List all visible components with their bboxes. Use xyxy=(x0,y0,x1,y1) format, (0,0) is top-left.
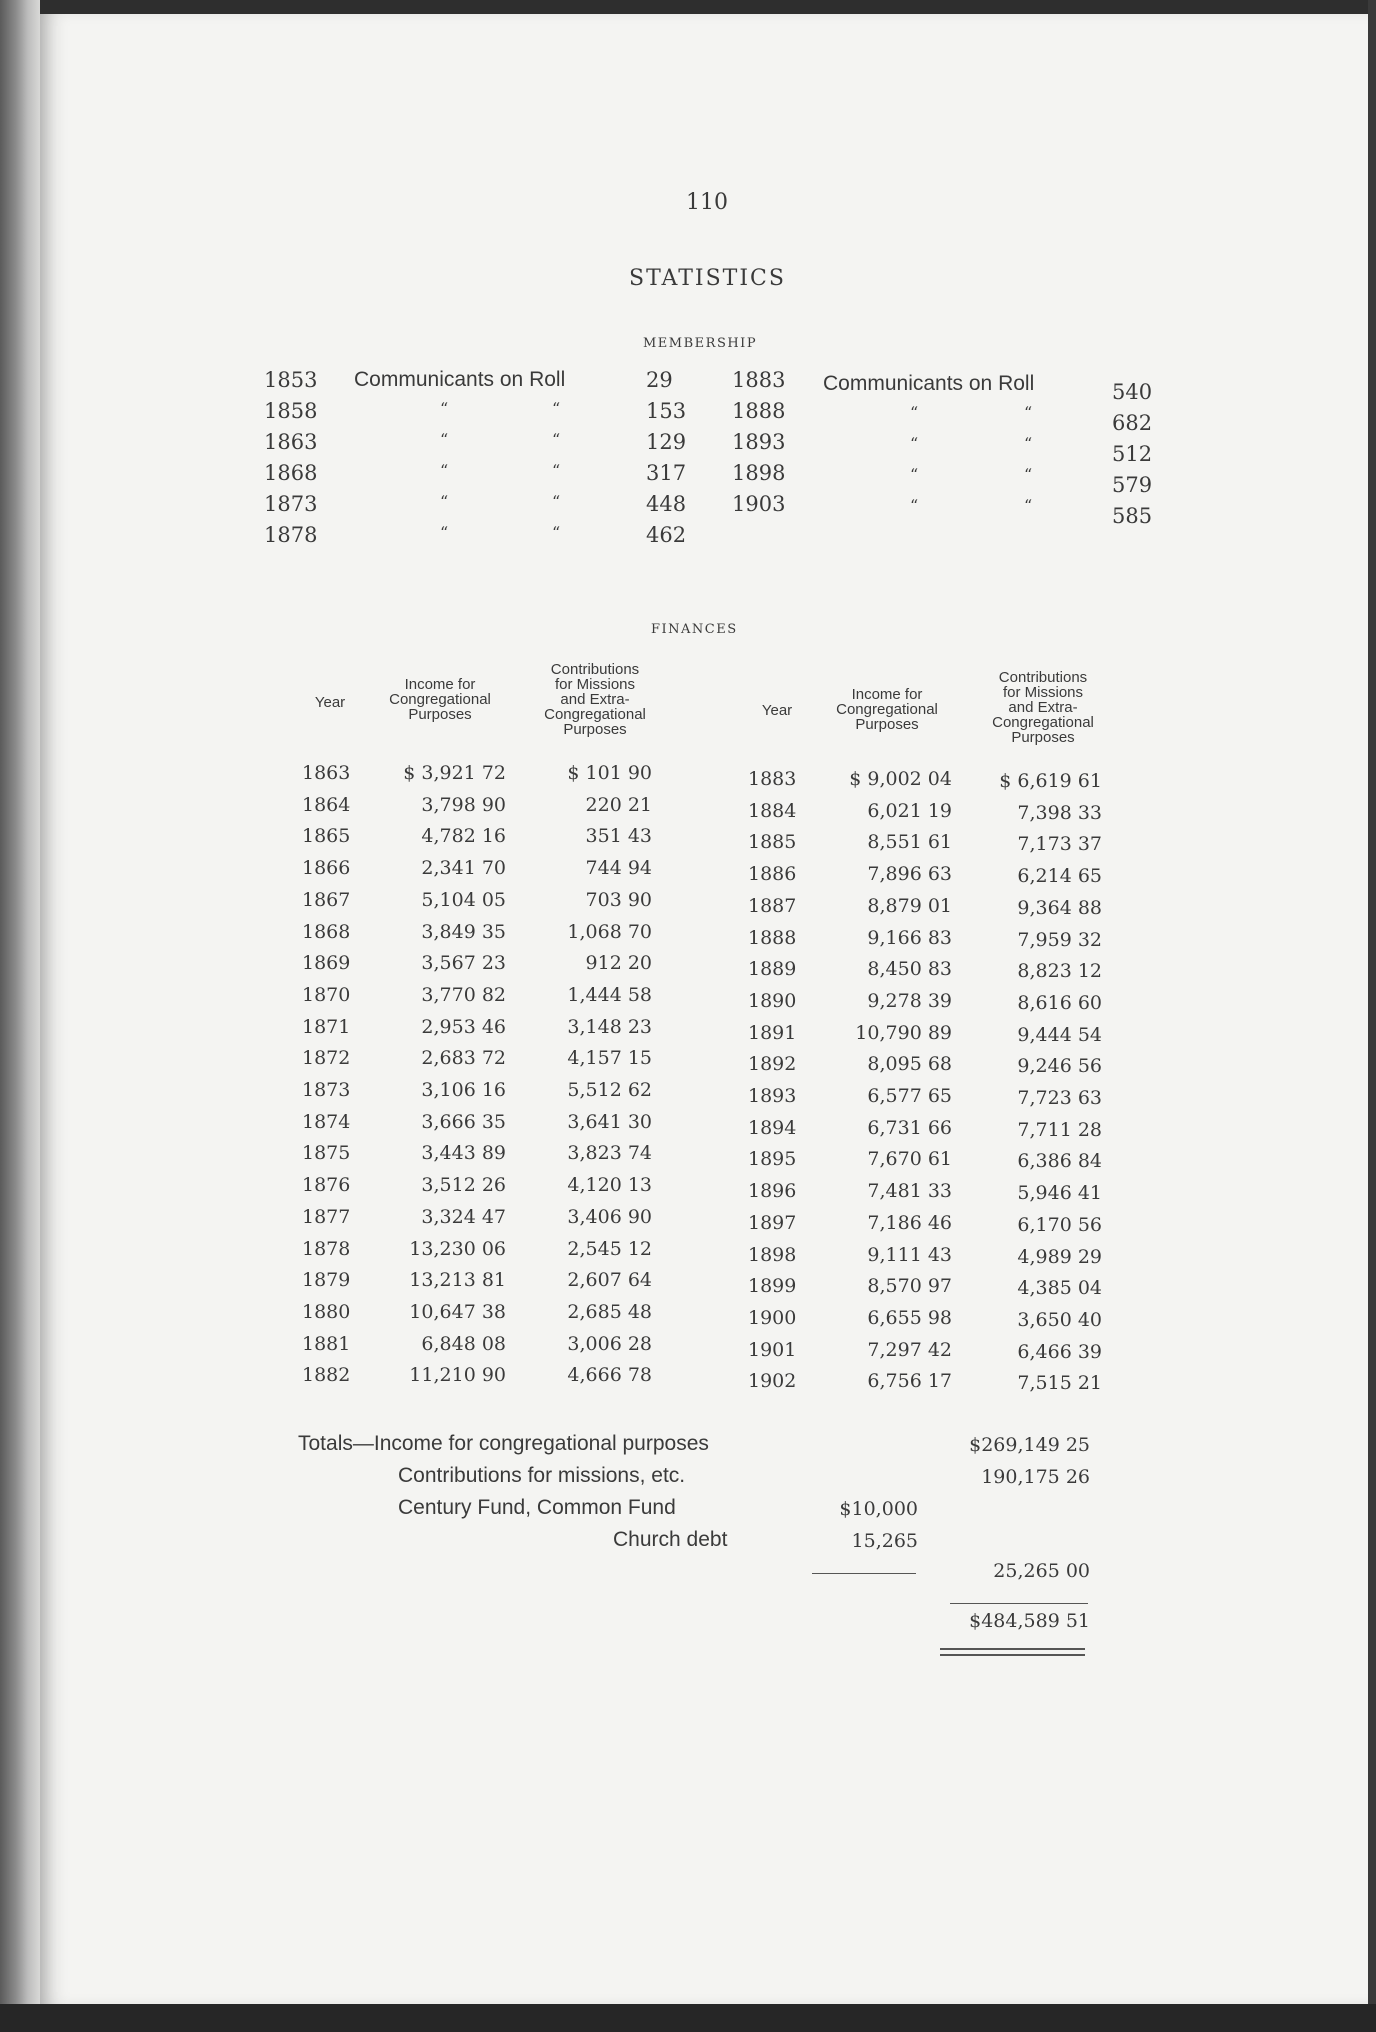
column-header-year: Year xyxy=(761,702,793,719)
ditto-mark: “ xyxy=(552,492,561,511)
finance-year: 1880 xyxy=(302,1300,351,1323)
membership-year: 1878 xyxy=(264,523,318,547)
finance-contrib: $ 6,619 61 xyxy=(999,770,1102,792)
finance-year: 1866 xyxy=(302,857,351,880)
finance-income: 3,512 26 xyxy=(421,1174,506,1197)
membership-count: 682 xyxy=(1112,411,1153,435)
finance-year: 1891 xyxy=(748,1021,797,1044)
finance-year: 1899 xyxy=(748,1275,797,1298)
finance-year: 1895 xyxy=(748,1148,797,1171)
finance-income: 3,798 90 xyxy=(421,793,506,816)
page-number: 110 xyxy=(686,190,728,215)
finance-contrib: 912 20 xyxy=(585,952,652,975)
finance-contrib: 1,068 70 xyxy=(567,920,652,943)
column-header-line: Income for xyxy=(851,686,923,703)
ditto-mark: “ xyxy=(440,399,449,418)
finance-contrib: 3,650 40 xyxy=(1017,1308,1102,1331)
finance-contrib: 7,711 28 xyxy=(1017,1118,1102,1141)
finance-year: 1869 xyxy=(302,952,351,975)
membership-count: 540 xyxy=(1112,380,1153,404)
finance-contrib: 2,607 64 xyxy=(567,1269,652,1292)
column-header-line: and Extra- xyxy=(560,691,630,708)
column-header-line: Contributions xyxy=(550,661,640,678)
ditto-mark: “ xyxy=(1024,496,1033,515)
column-header-line: Income for xyxy=(404,676,476,693)
column-header-line: Purposes xyxy=(408,706,472,723)
finance-year: 1874 xyxy=(302,1110,351,1133)
finance-contrib: 220 21 xyxy=(585,793,652,816)
ditto-mark: “ xyxy=(1024,434,1033,453)
finance-contrib: $ 101 90 xyxy=(567,762,652,784)
ditto-mark: “ xyxy=(440,461,449,480)
ditto-mark: “ xyxy=(552,399,561,418)
finance-income: 3,443 89 xyxy=(421,1142,506,1165)
column-header-line: Congregational xyxy=(992,714,1094,731)
finance-income: 7,297 42 xyxy=(867,1338,952,1361)
finance-contrib: 5,946 41 xyxy=(1017,1182,1102,1205)
finance-year: 1881 xyxy=(302,1332,351,1355)
finance-income: $ 9,002 04 xyxy=(849,768,952,790)
finance-contrib: 7,515 21 xyxy=(1017,1372,1102,1395)
finance-income: 2,683 72 xyxy=(421,1047,506,1070)
totals-contrib-label: Contributions for missions, etc. xyxy=(398,1464,686,1487)
finance-income: 6,756 17 xyxy=(867,1370,952,1393)
finance-contrib: 8,616 60 xyxy=(1017,991,1102,1014)
membership-year: 1853 xyxy=(264,368,318,392)
ditto-mark: “ xyxy=(1024,465,1033,484)
finance-income: 10,790 89 xyxy=(855,1021,952,1044)
finance-year: 1883 xyxy=(748,768,797,790)
column-header-year: Year xyxy=(314,694,346,711)
ditto-mark: “ xyxy=(552,461,561,480)
membership-year: 1873 xyxy=(264,492,318,516)
finance-income: 6,021 19 xyxy=(867,799,952,822)
finance-income: 3,106 16 xyxy=(421,1079,506,1101)
finance-income: 6,731 66 xyxy=(867,1116,952,1139)
double-rule-bottom xyxy=(940,1654,1085,1656)
finance-year: 1879 xyxy=(302,1269,351,1292)
ditto-mark: “ xyxy=(910,403,919,422)
finance-income: 4,782 16 xyxy=(421,825,506,848)
finance-year: 1871 xyxy=(302,1015,351,1038)
finance-year: 1870 xyxy=(302,983,351,1006)
finance-contrib: 744 94 xyxy=(585,857,652,880)
column-header-line: Congregational xyxy=(544,706,646,723)
finance-contrib: 7,398 33 xyxy=(1017,801,1102,824)
column-header-line: Contributions xyxy=(998,669,1088,686)
membership-count: 512 xyxy=(1112,442,1153,466)
finance-income: 11,210 90 xyxy=(409,1364,506,1387)
finance-contrib: 3,406 90 xyxy=(567,1205,652,1228)
finance-year: 1863 xyxy=(302,762,351,784)
page-title: STATISTICS xyxy=(629,266,786,291)
finance-contrib: 7,723 63 xyxy=(1017,1087,1102,1109)
finance-year: 1878 xyxy=(302,1237,351,1260)
membership-year: 1898 xyxy=(732,461,786,485)
finance-contrib: 3,006 28 xyxy=(567,1332,652,1355)
finance-contrib: 4,989 29 xyxy=(1017,1245,1102,1268)
ditto-mark: “ xyxy=(910,465,919,484)
finance-income: 6,848 08 xyxy=(421,1332,506,1355)
finance-contrib: 8,823 12 xyxy=(1017,960,1102,983)
membership-year: 1893 xyxy=(732,430,786,454)
finance-contrib: 3,148 23 xyxy=(567,1015,652,1038)
totals-grand-total-value: $484,589 51 xyxy=(969,1610,1090,1632)
finance-income: 6,577 65 xyxy=(867,1085,952,1107)
page-bottom-edge xyxy=(0,2004,1376,2032)
finance-year: 1865 xyxy=(302,825,351,848)
column-header xyxy=(812,687,962,732)
finance-contrib: 351 43 xyxy=(585,825,652,848)
finance-contrib: 9,246 56 xyxy=(1017,1055,1102,1078)
finance-income: 10,647 38 xyxy=(409,1300,506,1323)
membership-year: 1883 xyxy=(732,368,786,392)
column-header-line: Purposes xyxy=(563,721,627,738)
finance-income: 3,567 23 xyxy=(421,952,506,975)
membership-year: 1888 xyxy=(732,399,786,423)
finance-income: 3,849 35 xyxy=(421,920,506,943)
finance-year: 1902 xyxy=(748,1370,797,1393)
finance-income: 6,655 98 xyxy=(867,1306,952,1329)
column-header-line: Purposes xyxy=(855,716,919,733)
totals-subtotal-value: 25,265 00 xyxy=(993,1560,1090,1582)
finance-contrib: 2,685 48 xyxy=(567,1300,652,1323)
finance-contrib: 4,385 04 xyxy=(1017,1277,1102,1300)
finance-contrib: 4,666 78 xyxy=(567,1364,652,1387)
totals-century-label: Century Fund, Common Fund xyxy=(398,1496,676,1519)
membership-count: 462 xyxy=(646,523,687,547)
finance-income: 9,111 43 xyxy=(867,1243,952,1266)
finance-year: 1885 xyxy=(748,831,797,854)
finances-heading: FINANCES xyxy=(651,622,738,637)
finance-year: 1868 xyxy=(302,920,351,943)
membership-count: 448 xyxy=(646,492,687,516)
membership-year: 1903 xyxy=(732,492,786,516)
membership-year: 1868 xyxy=(264,461,318,485)
membership-year: 1863 xyxy=(264,430,318,454)
membership-label: Communicants on Roll xyxy=(823,372,1035,395)
finance-year: 1882 xyxy=(302,1364,351,1387)
column-header-line: and Extra- xyxy=(1008,699,1078,716)
totals-income-label: Totals—Income for congregational purposes xyxy=(298,1432,709,1455)
column-header-line: Congregational xyxy=(836,701,938,718)
membership-count: 129 xyxy=(646,430,687,454)
finance-income: 9,166 83 xyxy=(867,926,952,949)
column-header xyxy=(520,662,670,737)
membership-heading: MEMBERSHIP xyxy=(643,336,758,351)
finance-year: 1867 xyxy=(302,888,351,911)
finance-contrib: 9,444 54 xyxy=(1017,1023,1102,1046)
finance-year: 1875 xyxy=(302,1142,351,1165)
totals-century-value: $10,000 xyxy=(839,1498,918,1520)
finance-income: 2,341 70 xyxy=(421,857,506,880)
finance-income: 7,670 61 xyxy=(867,1148,952,1171)
page-right-edge xyxy=(1368,0,1376,2032)
column-header-line: Congregational xyxy=(389,691,491,708)
finance-income: 7,481 33 xyxy=(867,1180,952,1203)
finance-year: 1888 xyxy=(748,926,797,949)
double-rule-top xyxy=(940,1648,1085,1650)
column-header-line: Purposes xyxy=(1011,729,1075,746)
book-page xyxy=(40,14,1368,2004)
ditto-mark: “ xyxy=(910,434,919,453)
finance-contrib: 6,170 56 xyxy=(1017,1213,1102,1236)
finance-contrib: 6,214 65 xyxy=(1017,865,1102,888)
finance-year: 1887 xyxy=(748,894,797,917)
grand-total-rule xyxy=(950,1603,1088,1604)
finance-year: 1864 xyxy=(302,793,351,816)
book-binding-edge xyxy=(0,0,40,2032)
finance-year: 1898 xyxy=(748,1243,797,1266)
finance-contrib: 7,173 37 xyxy=(1017,833,1102,856)
finance-income: 8,095 68 xyxy=(867,1053,952,1076)
column-header-line: for Missions xyxy=(554,676,636,693)
finance-income: 13,213 81 xyxy=(409,1269,506,1292)
finance-year: 1886 xyxy=(748,863,797,886)
finance-income: 3,666 35 xyxy=(421,1110,506,1133)
totals-debt-value: 15,265 xyxy=(851,1530,918,1552)
finance-income: 3,324 47 xyxy=(421,1205,506,1228)
finance-year: 1872 xyxy=(302,1047,351,1070)
finance-contrib: 3,641 30 xyxy=(567,1110,652,1133)
membership-label: Communicants on Roll xyxy=(354,368,566,391)
finance-year: 1873 xyxy=(302,1079,351,1101)
membership-count: 317 xyxy=(646,461,687,485)
ditto-mark: “ xyxy=(440,523,449,542)
finance-contrib: 3,823 74 xyxy=(567,1142,652,1165)
finance-year: 1890 xyxy=(748,989,797,1012)
finance-year: 1892 xyxy=(748,1053,797,1076)
finance-income: 13,230 06 xyxy=(409,1237,506,1260)
ditto-mark: “ xyxy=(552,523,561,542)
finance-contrib: 7,959 32 xyxy=(1017,928,1102,951)
finance-contrib: 9,364 88 xyxy=(1017,896,1102,919)
finance-year: 1876 xyxy=(302,1174,351,1197)
finance-income: 8,450 83 xyxy=(867,958,952,981)
finance-year: 1896 xyxy=(748,1180,797,1203)
membership-count: 153 xyxy=(646,399,687,423)
ditto-mark: “ xyxy=(1024,403,1033,422)
finance-year: 1900 xyxy=(748,1306,797,1329)
totals-contrib-value: 190,175 26 xyxy=(981,1466,1090,1488)
membership-count: 29 xyxy=(646,368,673,392)
totals-debt-label: Church debt xyxy=(613,1528,728,1551)
totals-income-value: $269,149 25 xyxy=(969,1434,1090,1456)
finance-income: 8,879 01 xyxy=(867,894,952,917)
column-header-line: for Missions xyxy=(1002,684,1084,701)
finance-contrib: 1,444 58 xyxy=(567,983,652,1006)
finance-income: 7,896 63 xyxy=(867,863,952,886)
finance-contrib: 703 90 xyxy=(585,888,652,911)
ditto-mark: “ xyxy=(440,492,449,511)
finance-year: 1897 xyxy=(748,1211,797,1234)
finance-income: 9,278 39 xyxy=(867,989,952,1012)
ditto-mark: “ xyxy=(440,430,449,449)
finance-contrib: 6,466 39 xyxy=(1017,1340,1102,1363)
finance-contrib: 2,545 12 xyxy=(567,1237,652,1260)
finance-income: 5,104 05 xyxy=(421,888,506,911)
finance-year: 1893 xyxy=(748,1085,797,1107)
finance-year: 1877 xyxy=(302,1205,351,1228)
finance-contrib: 4,157 15 xyxy=(567,1047,652,1070)
finance-contrib: 5,512 62 xyxy=(567,1079,652,1101)
finance-year: 1894 xyxy=(748,1116,797,1139)
finance-income: 3,770 82 xyxy=(421,983,506,1006)
finance-income: 8,551 61 xyxy=(867,831,952,854)
finance-year: 1884 xyxy=(748,799,797,822)
membership-count: 579 xyxy=(1112,473,1153,497)
column-header xyxy=(365,677,515,722)
column-header xyxy=(968,670,1118,745)
ditto-mark: “ xyxy=(552,430,561,449)
finance-contrib: 4,120 13 xyxy=(567,1174,652,1197)
finance-contrib: 6,386 84 xyxy=(1017,1150,1102,1173)
finance-year: 1901 xyxy=(748,1338,797,1361)
membership-count: 585 xyxy=(1112,504,1153,528)
finance-year: 1889 xyxy=(748,958,797,981)
finance-income: 8,570 97 xyxy=(867,1275,952,1298)
finance-income: 2,953 46 xyxy=(421,1015,506,1038)
finance-income: 7,186 46 xyxy=(867,1211,952,1234)
finance-income: $ 3,921 72 xyxy=(403,762,506,784)
membership-year: 1858 xyxy=(264,399,318,423)
ditto-mark: “ xyxy=(910,496,919,515)
